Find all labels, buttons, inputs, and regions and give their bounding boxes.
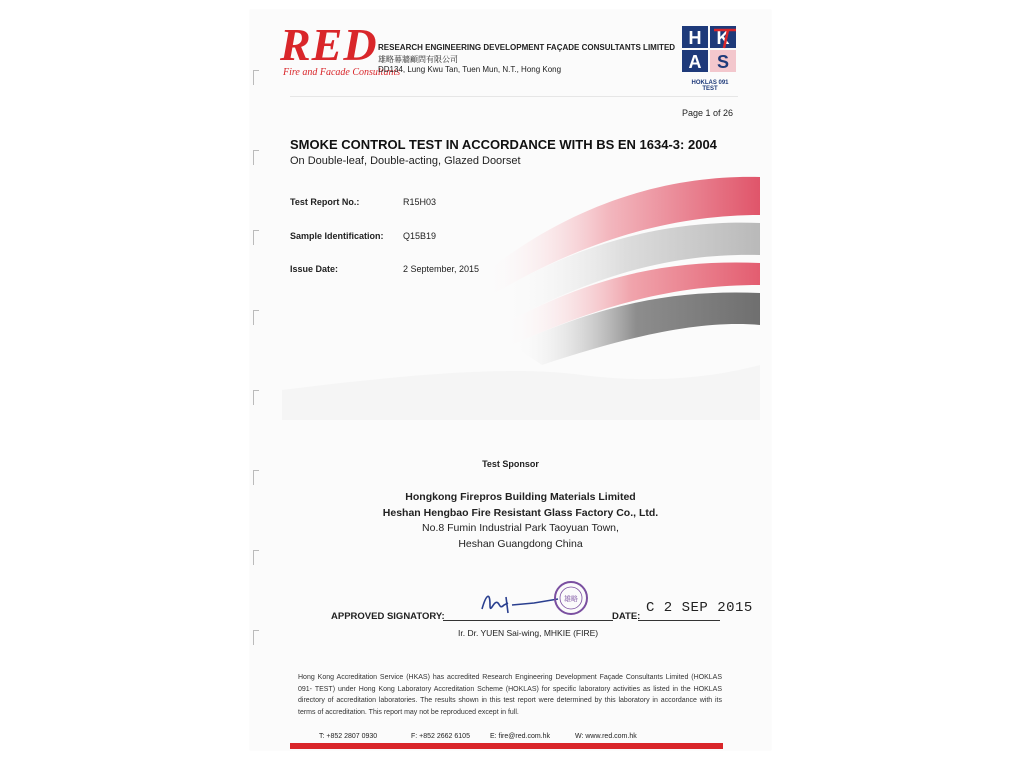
svg-text:S: S: [716, 52, 730, 72]
field-label-sample-id: Sample Identification:: [290, 231, 384, 241]
company-address: DD134, Lung Kwu Tan, Tuen Mun, N.T., Hong Kong: [378, 65, 562, 74]
contact-telephone: T: +852 2807 0930: [319, 733, 378, 740]
date-stamp: C 2 SEP 2015: [646, 600, 753, 616]
header-divider: [290, 96, 738, 97]
company-name: RESEARCH ENGINEERING DEVELOPMENT FAÇADE CONSULTANTS LIMITED: [378, 43, 676, 52]
contact-website: W: www.red.com.hk: [575, 733, 637, 740]
page-number: Page 1 of 26: [682, 108, 734, 118]
field-value-sample-id: Q15B19: [403, 231, 437, 241]
signatory-name: Ir. Dr. YUEN Sai-wing, MHKIE (FIRE): [458, 628, 599, 638]
sponsor-heading: Test Sponsor: [482, 459, 539, 469]
red-logo: RED: [280, 19, 378, 70]
svg-text:A: A: [688, 52, 702, 72]
signature-line: [443, 620, 613, 621]
contact-fax: F: +852 2662 6105: [411, 733, 470, 740]
report-subtitle: On Double-leaf, Double-acting, Glazed Doorset: [290, 155, 521, 167]
approved-signatory-label: APPROVED SIGNATORY:: [331, 611, 445, 622]
field-label-report-no: Test Report No.:: [290, 197, 360, 207]
svg-text:H: H: [688, 28, 702, 48]
company-name-cn: 雄略幕牆顧問有限公司: [378, 55, 458, 64]
hokl-code: HOKLAS 091 TEST: [691, 80, 729, 92]
field-value-report-no: R15H03: [403, 197, 437, 207]
sponsor-line: Heshan Guangdong China: [458, 538, 583, 550]
logo-tagline: Fire and Facade Consultants: [283, 67, 401, 78]
accreditation-statement: Hong Kong Accreditation Service (HKAS) has accredited Research Engineering Development Façade Consultants Limited (HOKLAS 091- TEST) under Hong Kong Laboratory Accreditation Scheme (HOKLAS) for specific laboratory activities as listed in the HOKLAS directory of accreditation laboratories. The results shown in this test report were determined by this laboratory in accordance with its terms of accreditation. This report may not be reproduced except in full.: [298, 674, 722, 716]
sponsor-line: Heshan Hengbao Fire Resistant Glass Factory Co., Ltd.: [382, 507, 659, 519]
field-label-issue-date: Issue Date:: [290, 264, 339, 274]
decorative-swoosh: [282, 175, 760, 420]
report-title: SMOKE CONTROL TEST IN ACCORDANCE WITH BS EN 1634-3: 2004: [290, 137, 717, 152]
footer-red-bar: [290, 743, 723, 749]
sponsor-line: Hongkong Firepros Building Materials Limited: [405, 491, 636, 503]
sponsor-line: No.8 Fumin Industrial Park Taoyuan Town,: [422, 522, 619, 534]
contact-email: E: fire@red.com.hk: [490, 733, 551, 740]
binding-marks: [253, 70, 259, 710]
date-label: DATE:: [612, 611, 641, 622]
date-line: [638, 620, 720, 621]
company-seal: [553, 580, 589, 616]
svg-text:雄略: 雄略: [564, 595, 578, 603]
svg-text:K: K: [716, 28, 730, 48]
field-value-issue-date: 2 September, 2015: [403, 264, 480, 274]
